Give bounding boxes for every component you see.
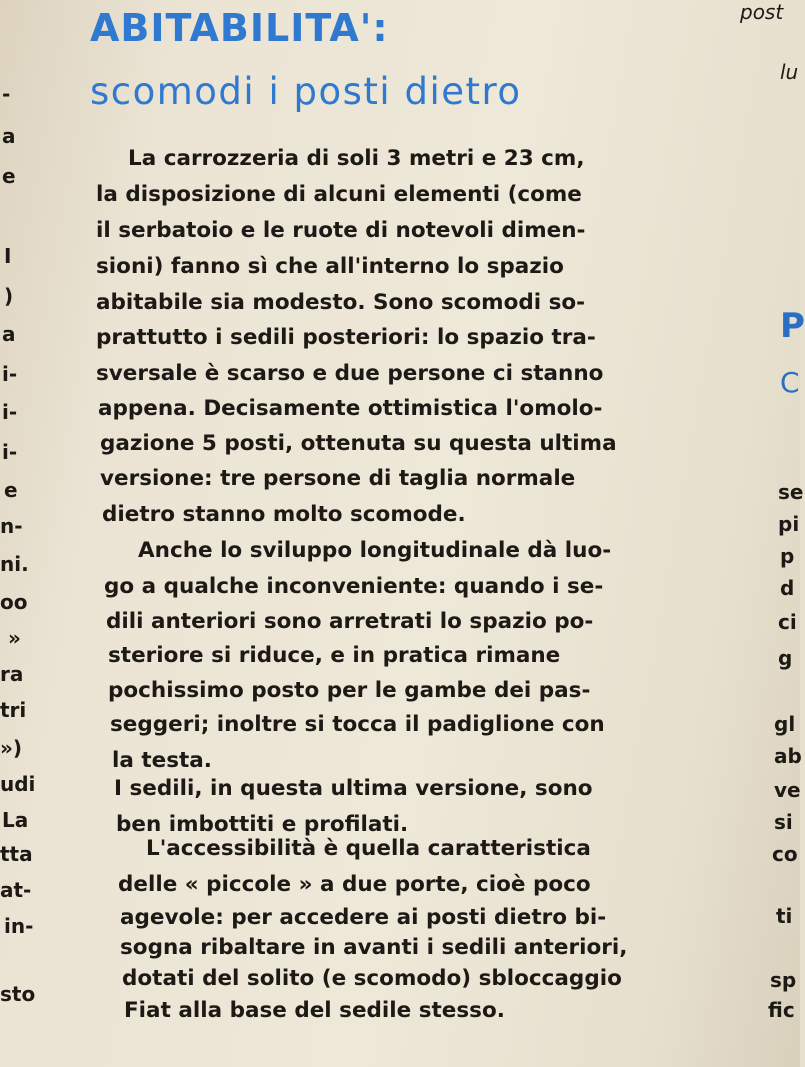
- right-column-fragments: [736, 0, 805, 1067]
- left-fragment: e: [4, 478, 18, 502]
- right-fragment: C: [780, 366, 800, 399]
- right-fragment: ve: [774, 778, 801, 802]
- right-fragment: P: [780, 306, 805, 346]
- body-line: gazione 5 posti, ottenuta su questa ultima: [100, 431, 617, 456]
- left-fragment: a: [2, 322, 16, 346]
- body-line: abitabile sia modesto. Sono scomodi so-: [96, 290, 586, 315]
- body-line: il serbatoio e le ruote di notevoli dimen-: [96, 218, 586, 243]
- body-line: I sedili, in questa ultima versione, sono: [114, 776, 593, 801]
- body-line: La carrozzeria di soli 3 metri e 23 cm,: [128, 146, 585, 171]
- body-line: dietro stanno molto scomode.: [102, 502, 466, 527]
- right-fragment: ci: [778, 610, 797, 634]
- left-fragment: I: [4, 244, 12, 268]
- body-line: la testa.: [112, 748, 212, 773]
- right-fragment: p: [780, 544, 795, 568]
- left-fragment: udi: [0, 772, 36, 796]
- left-fragment: ni.: [0, 552, 29, 576]
- left-fragment: a: [2, 124, 16, 148]
- body-line: L'accessibilità è quella caratteristica: [146, 836, 591, 861]
- right-fragment: g: [778, 646, 793, 670]
- left-fragment: tri: [0, 698, 27, 722]
- left-column-fragments: [0, 0, 60, 1067]
- body-line: prattutto i sedili posteriori: lo spazio tra-: [96, 325, 596, 350]
- body-line: go a qualche inconveniente: quando i se-: [104, 574, 604, 599]
- body-line: seggeri; inoltre si tocca il padiglione con: [110, 712, 605, 737]
- left-fragment: i-: [2, 362, 18, 386]
- left-fragment: oo: [0, 590, 28, 614]
- left-fragment: tta: [0, 842, 33, 866]
- left-fragment: i-: [2, 440, 18, 464]
- right-fragment: co: [772, 842, 798, 866]
- left-fragment: sto: [0, 982, 36, 1006]
- left-fragment: »: [8, 626, 21, 650]
- left-fragment: ): [4, 284, 14, 308]
- body-line: pochissimo posto per le gambe dei pas-: [108, 678, 591, 703]
- body-line: dotati del solito (e scomodo) sbloccaggio: [122, 966, 622, 991]
- left-fragment: -: [2, 82, 11, 106]
- body-line: agevole: per accedere ai posti dietro bi-: [120, 905, 607, 930]
- body-line: sversale è scarso e due persone ci stanno: [96, 361, 604, 386]
- body-line: la disposizione di alcuni elementi (come: [96, 182, 582, 207]
- left-fragment: i-: [2, 400, 18, 424]
- right-fragment: d: [780, 576, 795, 600]
- body-line: versione: tre persone di taglia normale: [100, 466, 576, 491]
- article-subtitle: scomodi i posti dietro: [90, 70, 522, 113]
- left-fragment: La: [2, 808, 29, 832]
- body-line: ben imbottiti e profilati.: [116, 812, 409, 837]
- left-fragment: at-: [0, 878, 32, 902]
- body-line: dili anteriori sono arretrati lo spazio po-: [106, 609, 594, 634]
- body-line: steriore si riduce, e in pratica rimane: [108, 643, 561, 668]
- body-line: Fiat alla base del sedile stesso.: [124, 998, 505, 1023]
- body-line: sioni) fanno sì che all'interno lo spazio: [96, 254, 564, 279]
- article-title: ABITABILITA':: [90, 6, 389, 50]
- right-fragment: si: [774, 810, 793, 834]
- left-fragment: n-: [0, 514, 23, 538]
- right-fragment: pi: [778, 512, 800, 536]
- left-fragment: ra: [0, 662, 24, 686]
- right-fragment: se: [778, 480, 804, 504]
- right-fragment: post: [740, 0, 784, 24]
- right-fragment: fic: [768, 998, 795, 1022]
- left-fragment: e: [2, 164, 16, 188]
- right-fragment: ti: [776, 904, 793, 928]
- left-fragment: »): [0, 736, 23, 760]
- right-fragment: ab: [774, 744, 802, 768]
- right-fragment: sp: [770, 968, 797, 992]
- body-line: delle « piccole » a due porte, cioè poco: [118, 872, 591, 897]
- right-fragment: gl: [774, 712, 796, 736]
- body-line: sogna ribaltare in avanti i sedili anteriori,: [120, 935, 628, 960]
- right-fragment: lu: [780, 60, 799, 84]
- body-line: Anche lo sviluppo longitudinale dà luo-: [138, 538, 612, 563]
- left-fragment: in-: [4, 914, 34, 938]
- body-line: appena. Decisamente ottimistica l'omolo-: [98, 396, 603, 421]
